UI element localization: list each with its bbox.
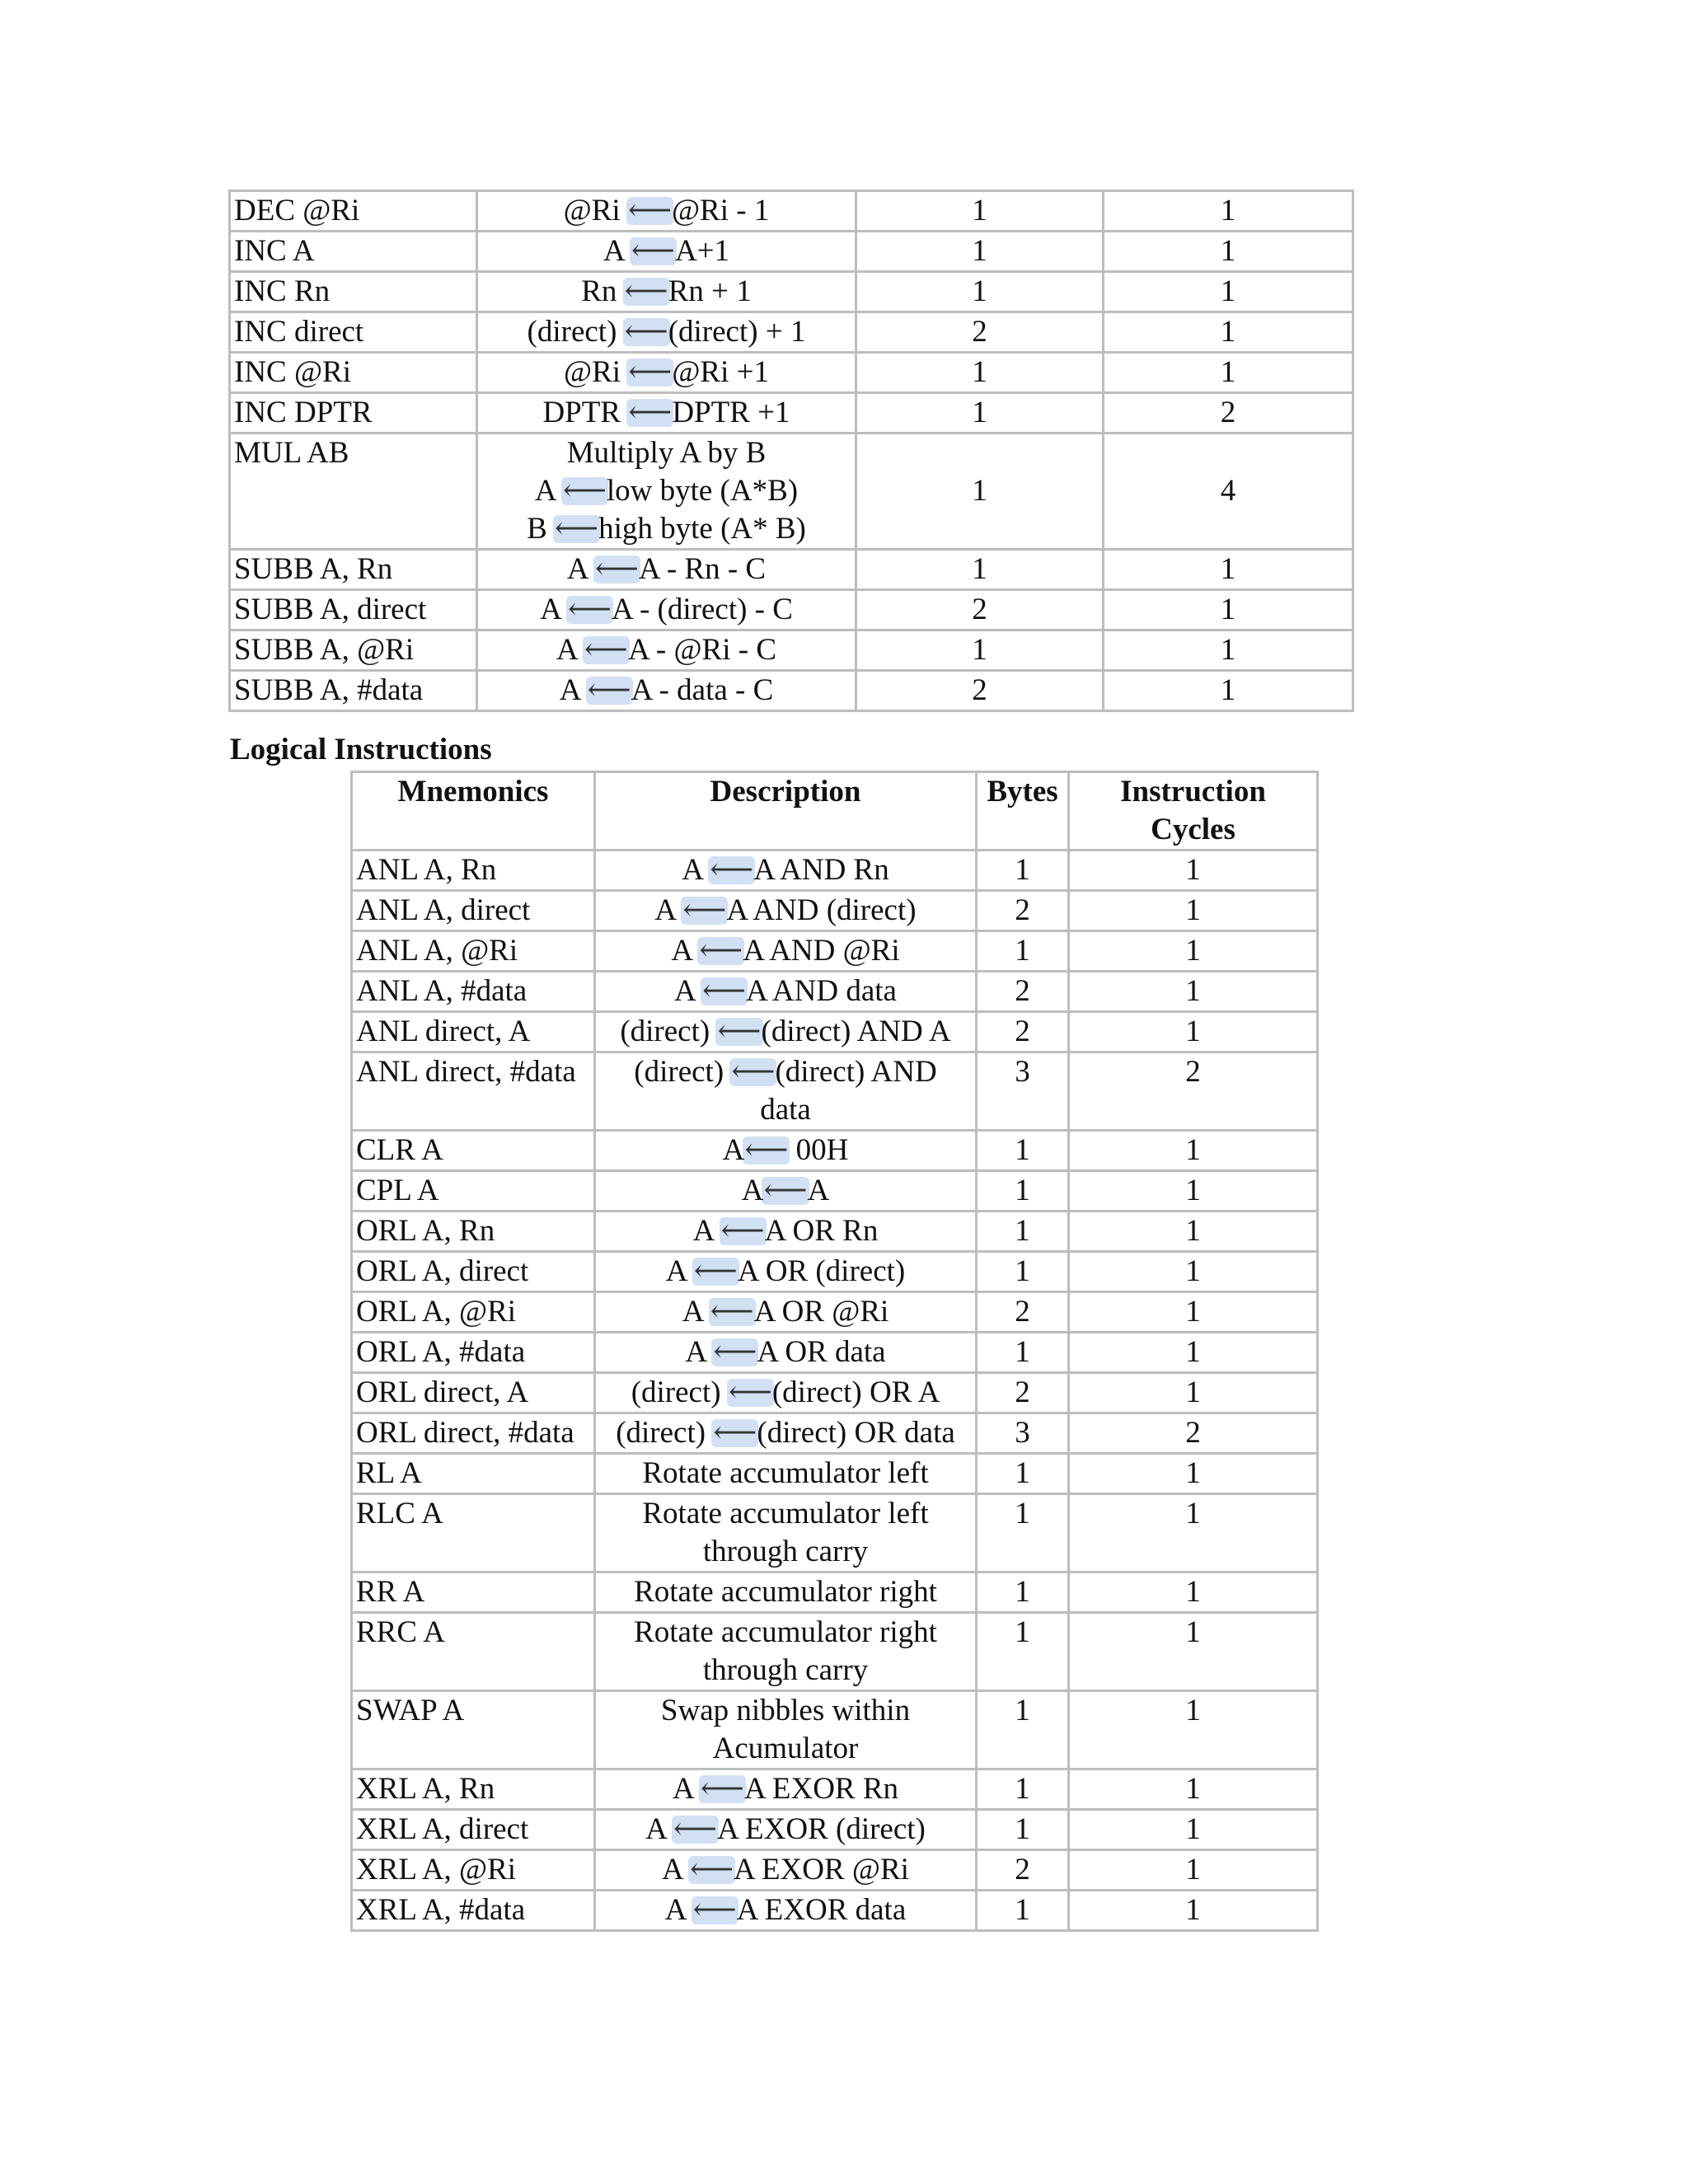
- bytes-cell: 1: [977, 1769, 1069, 1810]
- description-cell: [477, 393, 856, 434]
- table-row: [230, 630, 1353, 671]
- cycles-cell: 1: [1104, 630, 1353, 671]
- cycles-cell: 1: [1069, 1691, 1318, 1769]
- left-arrow-icon: ⟵: [763, 1172, 807, 1210]
- table1-body-top: [230, 191, 1353, 434]
- mnemonic-cell: XRL A, Rn: [352, 1769, 595, 1810]
- cycles-cell: 1: [1069, 1373, 1318, 1413]
- left-arrow-icon: ⟵: [673, 1811, 717, 1849]
- bytes-cell: 2: [977, 1373, 1069, 1413]
- description-cell: [477, 272, 856, 312]
- mnemonic-cell: SWAP A: [352, 1691, 595, 1769]
- cycles-cell: 4: [1104, 434, 1353, 550]
- cycles-cell: 1: [1104, 272, 1353, 312]
- description-rhs: (direct) + 1: [668, 315, 806, 349]
- cycles-cell: 1: [1069, 1613, 1318, 1691]
- description-lhs: Rn: [581, 274, 625, 308]
- table-row: [352, 1292, 1318, 1333]
- cycles-cell: 1: [1069, 1850, 1318, 1891]
- mnemonic-cell: INC @Ri: [230, 353, 477, 393]
- table-row: [352, 1252, 1318, 1292]
- description-line: Acumulator: [712, 1732, 859, 1765]
- mnemonic-cell: INC DPTR: [230, 393, 477, 434]
- bytes-cell: 1: [977, 1810, 1069, 1850]
- left-arrow-icon: ⟵: [702, 972, 746, 1010]
- mnemonic-cell: CLR A: [352, 1131, 595, 1171]
- description-lhs: (direct): [631, 1376, 729, 1409]
- description-cell: [595, 891, 977, 931]
- description-cell: [477, 630, 856, 671]
- description-cell: [477, 590, 856, 630]
- description-rhs: (direct) AND: [775, 1055, 937, 1089]
- description-rhs: A - data - C: [631, 673, 774, 707]
- description-line: Swap nibbles within: [660, 1694, 911, 1727]
- cycles-cell: 1: [1069, 851, 1318, 891]
- section-heading: Logical Instructions: [230, 733, 492, 766]
- description-line: data: [760, 1093, 811, 1127]
- description-rhs: A AND @Ri: [743, 934, 900, 968]
- description-rhs: A: [807, 1174, 830, 1207]
- left-arrow-icon: ⟵: [628, 354, 672, 391]
- header-mnemonics: Mnemonics: [352, 772, 595, 851]
- table-row: [352, 931, 1318, 972]
- bytes-cell: 2: [977, 891, 1069, 931]
- bytes-cell: 1: [977, 1494, 1069, 1572]
- description-lhs: A: [645, 1812, 674, 1846]
- description-cell: [477, 191, 856, 232]
- table-row: [352, 1850, 1318, 1891]
- cycles-cell: 1: [1069, 1292, 1318, 1333]
- arithmetic-instructions-table: [228, 190, 1354, 712]
- description-rhs: A OR data: [757, 1335, 886, 1369]
- description-cell: [477, 550, 856, 590]
- mnemonic-cell: INC direct: [230, 312, 477, 353]
- left-arrow-icon: ⟵: [721, 1212, 765, 1250]
- header-description: Description: [595, 772, 977, 851]
- cycles-cell: 1: [1104, 232, 1353, 272]
- description-rhs: A AND Rn: [753, 853, 889, 887]
- description-rhs: 00H: [788, 1133, 849, 1167]
- cycles-cell: 1: [1069, 1572, 1318, 1613]
- table-row: [352, 1613, 1318, 1691]
- mnemonic-cell: DEC @Ri: [230, 191, 477, 232]
- description-cell: [595, 1012, 977, 1052]
- left-arrow-icon: ⟵: [555, 510, 598, 548]
- mnemonic-cell: RLC A: [352, 1494, 595, 1572]
- table-row: [352, 1131, 1318, 1171]
- description-cell: [595, 1171, 977, 1212]
- description-cell: [477, 353, 856, 393]
- mnemonic-cell: ORL A, #data: [352, 1333, 595, 1373]
- description-cell: [595, 1131, 977, 1171]
- header-cycles: [1069, 772, 1318, 851]
- description-lhs: A: [665, 1254, 694, 1288]
- description-rhs: A AND data: [746, 974, 897, 1008]
- description-rhs: A - (direct) - C: [612, 593, 793, 626]
- mnemonic-cell: SUBB A, #data: [230, 671, 477, 711]
- table-row: [352, 1494, 1318, 1572]
- description-cell: [595, 1292, 977, 1333]
- table2-body-rotate: [352, 1454, 1318, 1769]
- description-lhs: A: [654, 893, 683, 927]
- bytes-cell: 1: [977, 1252, 1069, 1292]
- bytes-cell: 1: [856, 434, 1104, 550]
- left-arrow-icon: ⟵: [744, 1132, 788, 1169]
- cycles-cell: 1: [1104, 550, 1353, 590]
- description-rhs: A OR @Ri: [753, 1295, 889, 1329]
- bytes-cell: 1: [977, 1131, 1069, 1171]
- mnemonic-cell: ANL A, #data: [352, 972, 595, 1012]
- table-row: [230, 272, 1353, 312]
- description-rhs: (direct) AND A: [761, 1015, 951, 1048]
- description-cell: [595, 1891, 977, 1931]
- description-cell: Rotate accumulator left: [595, 1454, 977, 1494]
- description-lhs: A: [682, 853, 710, 887]
- description-rhs: high byte (A* B): [598, 512, 806, 546]
- bytes-cell: 2: [977, 972, 1069, 1012]
- description-lhs: A: [692, 1214, 721, 1248]
- left-arrow-icon: ⟵: [628, 394, 672, 432]
- description-rhs: A AND (direct): [726, 893, 917, 927]
- mnemonic-cell: ORL direct, #data: [352, 1413, 595, 1454]
- bytes-cell: 1: [977, 1454, 1069, 1494]
- cycles-cell: 1: [1069, 1171, 1318, 1212]
- mnemonic-cell: XRL A, direct: [352, 1810, 595, 1850]
- left-arrow-icon: ⟵: [710, 1293, 754, 1331]
- mnemonic-cell: SUBB A, direct: [230, 590, 477, 630]
- description-cell: [595, 1769, 977, 1810]
- bytes-cell: 1: [856, 353, 1104, 393]
- table-row: [230, 550, 1353, 590]
- table1-body-subb: [230, 550, 1353, 711]
- description-rhs: A EXOR @Ri: [734, 1853, 909, 1886]
- table-row: [352, 1012, 1318, 1052]
- table-row: [230, 671, 1353, 711]
- description-rhs: A+1: [674, 234, 730, 268]
- cycles-cell: 1: [1069, 1769, 1318, 1810]
- description-cell: [595, 1850, 977, 1891]
- mnemonic-cell: XRL A, @Ri: [352, 1850, 595, 1891]
- bytes-cell: 2: [977, 1012, 1069, 1052]
- description-rhs: A EXOR data: [736, 1893, 907, 1927]
- description-lhs: A: [534, 474, 563, 508]
- description-lhs: A: [559, 673, 588, 707]
- left-arrow-icon: ⟵: [631, 232, 675, 270]
- table2-body-xrl: [352, 1769, 1318, 1931]
- description-lhs: @Ri: [563, 194, 628, 227]
- bytes-cell: 1: [977, 1333, 1069, 1373]
- left-arrow-icon: ⟵: [699, 932, 743, 970]
- description-cell: [595, 1333, 977, 1373]
- bytes-cell: 1: [856, 232, 1104, 272]
- left-arrow-icon: ⟵: [595, 551, 639, 588]
- description-cell: [595, 1494, 977, 1572]
- left-arrow-icon: ⟵: [713, 1333, 757, 1371]
- left-arrow-icon: ⟵: [690, 1851, 734, 1889]
- description-lhs: (direct): [616, 1416, 714, 1450]
- description-rhs: (direct) OR A: [771, 1376, 940, 1409]
- table-row: [230, 232, 1353, 272]
- bytes-cell: 1: [856, 272, 1104, 312]
- table-row: [230, 393, 1353, 434]
- mnemonic-cell: XRL A, #data: [352, 1891, 595, 1931]
- mnemonic-cell: ORL A, @Ri: [352, 1292, 595, 1333]
- bytes-cell: 2: [856, 671, 1104, 711]
- cycles-cell: 1: [1069, 931, 1318, 972]
- description-rhs: A EXOR (direct): [717, 1812, 926, 1846]
- bytes-cell: 2: [977, 1850, 1069, 1891]
- header-bytes: Bytes: [977, 772, 1069, 851]
- bytes-cell: 3: [977, 1052, 1069, 1131]
- description-line: through carry: [702, 1653, 869, 1687]
- left-arrow-icon: ⟵: [729, 1374, 772, 1412]
- description-line: Rotate accumulator left: [642, 1497, 929, 1530]
- description-lhs: A: [556, 633, 584, 667]
- description-lhs: A: [603, 234, 631, 268]
- table-row: [230, 353, 1353, 393]
- header-cycles-line2: Cycles: [1151, 813, 1236, 846]
- table-row: [352, 1212, 1318, 1252]
- left-arrow-icon: ⟵: [625, 313, 668, 351]
- bytes-cell: 1: [977, 1891, 1069, 1931]
- table-row: [230, 191, 1353, 232]
- description-cell: Rotate accumulator right: [595, 1572, 977, 1613]
- cycles-cell: 1: [1104, 590, 1353, 630]
- left-arrow-icon: ⟵: [584, 631, 628, 669]
- bytes-cell: 1: [856, 393, 1104, 434]
- description-cell: [477, 434, 856, 550]
- mnemonic-cell: ANL A, Rn: [352, 851, 595, 891]
- description-rhs: A EXOR Rn: [743, 1772, 899, 1806]
- description-rhs: (direct) OR data: [757, 1416, 955, 1450]
- description-lhs: A: [662, 1853, 690, 1886]
- description-lhs: (direct): [527, 315, 625, 349]
- table-row: [352, 1333, 1318, 1373]
- table2-body-anl-data: [352, 1052, 1318, 1131]
- left-arrow-icon: ⟵: [713, 1414, 757, 1452]
- description-cell: [595, 1373, 977, 1413]
- cycles-cell: 1: [1069, 1252, 1318, 1292]
- table2-body-anl: [352, 851, 1318, 1052]
- description-lhs: (direct): [620, 1015, 718, 1048]
- left-arrow-icon: ⟵: [693, 1891, 737, 1929]
- left-arrow-icon: ⟵: [710, 851, 753, 889]
- table-row: [352, 851, 1318, 891]
- table-row: [230, 312, 1353, 353]
- description-cell: [595, 931, 977, 972]
- description-rhs: @Ri - 1: [671, 194, 770, 227]
- description-rhs: Rn + 1: [668, 274, 752, 308]
- description-cell: [595, 1691, 977, 1769]
- left-arrow-icon: ⟵: [568, 591, 612, 629]
- logical-instructions-table: [350, 771, 1319, 1932]
- left-arrow-icon: ⟵: [628, 192, 672, 230]
- table-row: [352, 1171, 1318, 1212]
- cycles-cell: 2: [1104, 393, 1353, 434]
- left-arrow-icon: ⟵: [588, 672, 631, 710]
- description-lhs: A: [722, 1133, 745, 1167]
- table-row-mul: [230, 434, 1353, 550]
- description-line: [481, 510, 851, 548]
- description-cell: [595, 1810, 977, 1850]
- table-row: [352, 1691, 1318, 1769]
- description-rhs: DPTR +1: [672, 396, 790, 429]
- description-lhs: (direct): [634, 1055, 732, 1089]
- mnemonic-cell: MUL AB: [230, 434, 477, 550]
- mnemonic-cell: ORL A, direct: [352, 1252, 595, 1292]
- mnemonic-cell: INC Rn: [230, 272, 477, 312]
- table-row: [352, 1769, 1318, 1810]
- description-cell: [595, 1212, 977, 1252]
- bytes-cell: 1: [977, 1613, 1069, 1691]
- description-cell: [477, 671, 856, 711]
- description-rhs: A OR (direct): [737, 1254, 906, 1288]
- description-lhs: A: [664, 1893, 693, 1927]
- left-arrow-icon: ⟵: [731, 1053, 775, 1091]
- cycles-cell: 1: [1104, 671, 1353, 711]
- cycles-cell: 1: [1104, 312, 1353, 353]
- cycles-cell: 1: [1069, 972, 1318, 1012]
- description-rhs: A OR Rn: [764, 1214, 879, 1248]
- table-header-row: [352, 772, 1318, 851]
- description-line: [481, 472, 851, 510]
- table-row: [352, 1052, 1318, 1131]
- description-lhs: A: [682, 1295, 710, 1329]
- description-rhs: A - Rn - C: [638, 552, 767, 586]
- header-cycles-line1: Instruction: [1120, 775, 1266, 808]
- bytes-cell: 2: [977, 1292, 1069, 1333]
- cycles-cell: 2: [1069, 1413, 1318, 1454]
- description-lhs: @Ri: [564, 355, 629, 389]
- bytes-cell: 1: [856, 550, 1104, 590]
- bytes-cell: 1: [977, 851, 1069, 891]
- description-rhs: low byte (A*B): [606, 474, 799, 508]
- table1-body-mul: [230, 434, 1353, 550]
- description-lhs: A: [685, 1335, 714, 1369]
- cycles-cell: 1: [1069, 891, 1318, 931]
- bytes-cell: 2: [856, 312, 1104, 353]
- description-line: Rotate accumulator right: [634, 1615, 937, 1649]
- bytes-cell: 1: [856, 630, 1104, 671]
- cycles-cell: 1: [1069, 1212, 1318, 1252]
- left-arrow-icon: ⟵: [701, 1770, 744, 1808]
- left-arrow-icon: ⟵: [625, 273, 668, 311]
- description-cell: [595, 1613, 977, 1691]
- mnemonic-cell: ANL direct, A: [352, 1012, 595, 1052]
- table-row: [352, 1454, 1318, 1494]
- cycles-cell: 1: [1069, 1454, 1318, 1494]
- bytes-cell: 1: [856, 191, 1104, 232]
- mnemonic-cell: SUBB A, Rn: [230, 550, 477, 590]
- description-cell: [595, 1413, 977, 1454]
- table-row: [352, 1572, 1318, 1613]
- description-lhs: A: [741, 1174, 764, 1207]
- cycles-cell: 2: [1069, 1052, 1318, 1131]
- description-line: Multiply A by B: [566, 436, 767, 470]
- description-cell: [595, 1252, 977, 1292]
- description-lhs: A: [540, 593, 568, 626]
- bytes-cell: 1: [977, 1572, 1069, 1613]
- cycles-cell: 1: [1069, 1810, 1318, 1850]
- cycles-cell: 1: [1069, 1131, 1318, 1171]
- description-cell: [477, 312, 856, 353]
- description-lhs: A: [674, 974, 702, 1008]
- description-rhs: A - @Ri - C: [627, 633, 777, 667]
- description-lhs: B: [527, 512, 556, 546]
- mnemonic-cell: SUBB A, @Ri: [230, 630, 477, 671]
- description-lhs: DPTR: [542, 396, 629, 429]
- cycles-cell: 1: [1069, 1891, 1318, 1931]
- mnemonic-cell: RR A: [352, 1572, 595, 1613]
- mnemonic-cell: ANL A, direct: [352, 891, 595, 931]
- left-arrow-icon: ⟵: [717, 1013, 761, 1051]
- left-arrow-icon: ⟵: [682, 892, 726, 930]
- cycles-cell: 1: [1104, 191, 1353, 232]
- cycles-cell: 1: [1069, 1012, 1318, 1052]
- table-row: [352, 1413, 1318, 1454]
- bytes-cell: 2: [856, 590, 1104, 630]
- bytes-cell: 1: [977, 1212, 1069, 1252]
- table-row: [352, 972, 1318, 1012]
- bytes-cell: 1: [977, 1171, 1069, 1212]
- mnemonic-cell: ANL direct, #data: [352, 1052, 595, 1131]
- mnemonic-cell: INC A: [230, 232, 477, 272]
- description-lhs: A: [566, 552, 595, 586]
- mnemonic-cell: ORL A, Rn: [352, 1212, 595, 1252]
- description-cell: [477, 232, 856, 272]
- left-arrow-icon: ⟵: [563, 472, 607, 510]
- mnemonic-cell: CPL A: [352, 1171, 595, 1212]
- cycles-cell: 1: [1069, 1494, 1318, 1572]
- left-arrow-icon: ⟵: [694, 1253, 738, 1291]
- table2-body-clr-orl: [352, 1131, 1318, 1454]
- description-cell: [595, 972, 977, 1012]
- bytes-cell: 1: [977, 1691, 1069, 1769]
- bytes-cell: 1: [977, 931, 1069, 972]
- cycles-cell: 1: [1104, 353, 1353, 393]
- description-line: [599, 1053, 972, 1091]
- table-row: [352, 1373, 1318, 1413]
- description-lhs: A: [672, 1772, 701, 1806]
- mnemonic-cell: RL A: [352, 1454, 595, 1494]
- description-rhs: @Ri +1: [672, 355, 769, 389]
- cycles-cell: 1: [1069, 1333, 1318, 1373]
- table-row: [230, 590, 1353, 630]
- description-line: through carry: [702, 1535, 869, 1568]
- description-lhs: A: [671, 934, 700, 968]
- table-row: [352, 891, 1318, 931]
- mnemonic-cell: RRC A: [352, 1613, 595, 1691]
- description-cell: [595, 1052, 977, 1131]
- bytes-cell: 3: [977, 1413, 1069, 1454]
- table-row: [352, 1810, 1318, 1850]
- table-row: [352, 1891, 1318, 1931]
- description-cell: [595, 851, 977, 891]
- mnemonic-cell: ORL direct, A: [352, 1373, 595, 1413]
- mnemonic-cell: ANL A, @Ri: [352, 931, 595, 972]
